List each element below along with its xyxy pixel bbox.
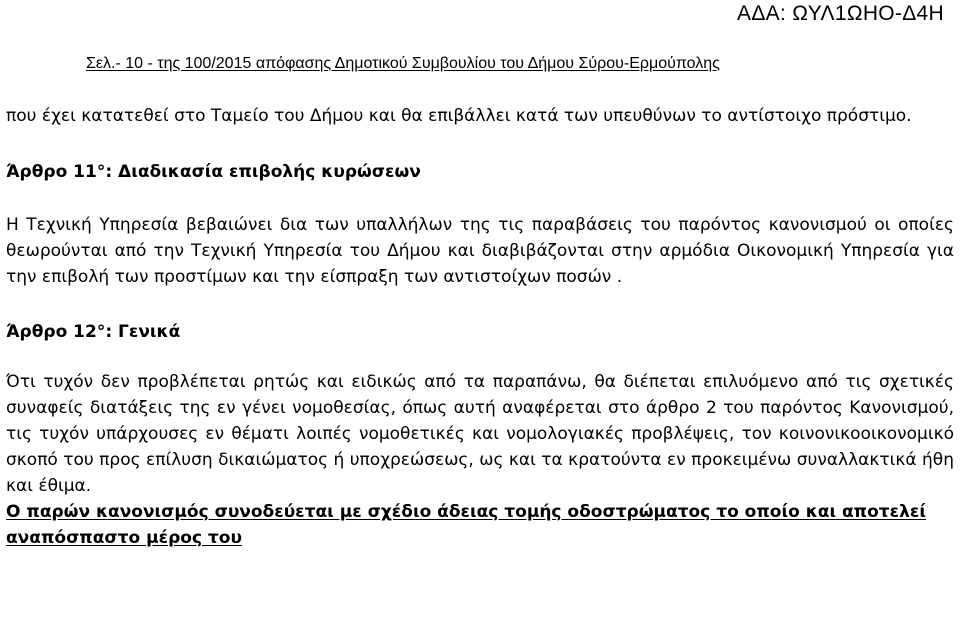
article-11-text: Η Τεχνική Υπηρεσία βεβαιώνει δια των υπαλλήλων της τις παραβάσεις του παρόντος κανονισμού οι οποίες θεωρούνται από την Τεχνική Υπηρεσία του Δήμου και διαβιβάζονται στην αρμόδια Οικονομική Υπηρεσία για την επιβολή των προστίμων και την είσπραξη των αντιστοίχων ποσών . bbox=[6, 215, 954, 287]
article-12-heading: Άρθρο 12°: Γενικά bbox=[6, 322, 181, 342]
ada-code: ΑΔΑ: ΩΥΛ1ΩΗΟ-Δ4Η bbox=[737, 2, 944, 25]
closing-statement: Ο παρών κανονισμός συνοδεύεται με σχέδιο άδειας τομής οδοστρώματος το οποίο και αποτελεί αναπόσπαστο μέρος του bbox=[6, 502, 926, 548]
document-body bbox=[6, 103, 954, 551]
article-11-heading: Άρθρο 11°: Διαδικασία επιβολής κυρώσεων bbox=[6, 162, 421, 182]
intro-paragraph: που έχει κατατεθεί στο Ταμείο του Δήμου και θα επιβάλλει κατά των υπευθύνων το αντίστοιχο πρόστιμο. bbox=[6, 106, 912, 126]
page-reference: Σελ.- 10 - της 100/2015 απόφασης Δημοτικού Συμβουλίου του Δήμου Σύρου-Ερμούπολης bbox=[86, 55, 720, 72]
article-12-text: Ότι τυχόν δεν προβλέπεται ρητώς και ειδικώς από τα παραπάνω, θα διέπεται επιλυόμενο από τις σχετικές συναφείς διατάξεις της εν γένει νομοθεσίας, όπως αυτή αναφέρεται στο άρθρο 2 του παρόντος Κανονισμού, τις τυχόν υπάρχουσες εν θέματι λοιπές νομοθετικές και νομολογιακές προβλέψεις, τον κοινονικοοικονομικό σκοπό του προς επίλυση δικαιώματος ή υποχρεώσεως, ως και τα κρατούντα εν προκειμένω συναλλακτικά ήθη και έθιμα. bbox=[6, 372, 954, 496]
